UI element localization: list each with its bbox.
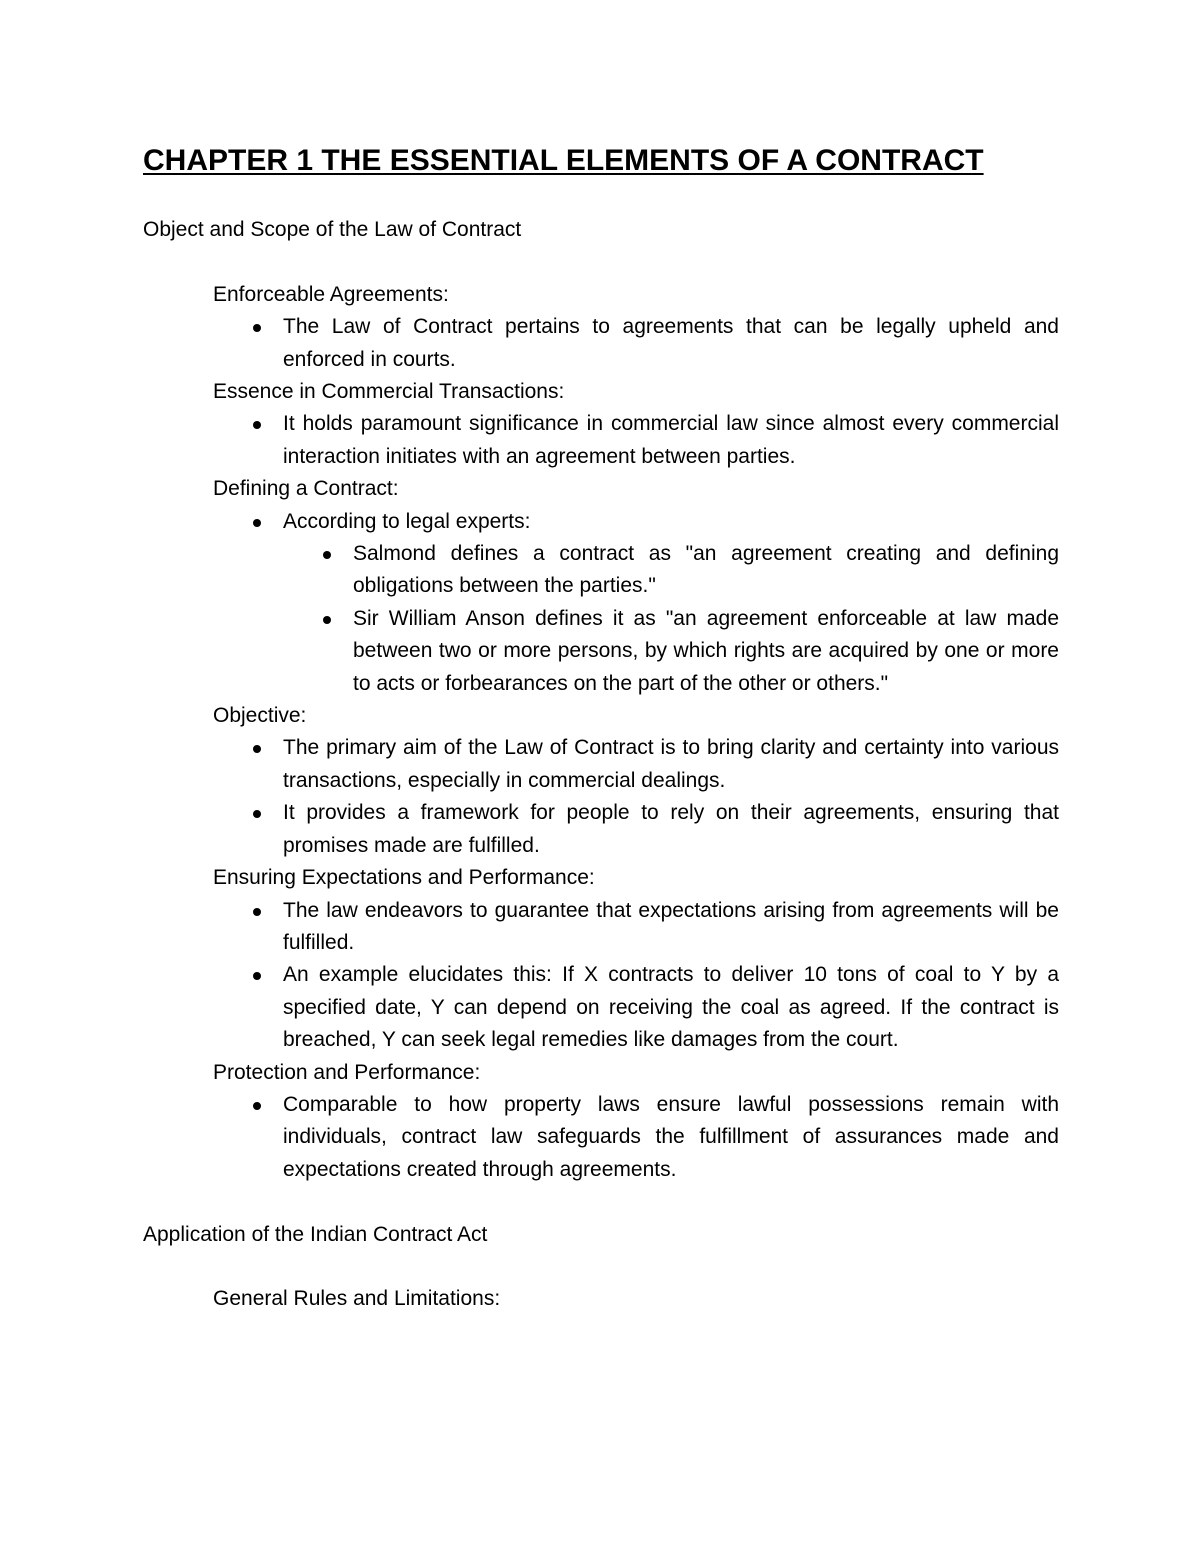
bullet-item: The Law of Contract pertains to agreements that can be legally upheld and enforced in courts.: [143, 311, 1059, 376]
sub-bullet-item: Sir William Anson defines it as "an agreement enforceable at law made between two or more persons, by which rights are acquired by one or more to acts or forbearances on the part of the other or others.": [143, 603, 1059, 700]
bullet-item: [143, 506, 1059, 700]
spacer: [143, 1251, 1059, 1283]
subsection-heading-objective: Objective:: [213, 704, 307, 728]
bullet-list: [143, 895, 1059, 1057]
bullet-item: The law endeavors to guarantee that expectations arising from agreements will be fulfilled.: [143, 895, 1059, 960]
subsection-heading-commercial-transactions: Essence in Commercial Transactions:: [213, 380, 565, 404]
bullet-list: [143, 732, 1059, 862]
bullet-item: The primary aim of the Law of Contract is to bring clarity and certainty into various transactions, especially in commercial dealings.: [143, 732, 1059, 797]
bullet-list: [143, 1089, 1059, 1186]
bullet-item: Comparable to how property laws ensure lawful possessions remain with individuals, contract law safeguards the fulfillment of assurances made and expectations created through agreements.: [143, 1089, 1059, 1186]
subsection-heading-enforceable-agreements: Enforceable Agreements:: [213, 282, 449, 306]
bullet-item: It holds paramount significance in commercial law since almost every commercial interaction initiates with an agreement between parties.: [143, 408, 1059, 473]
subsection-heading-expectations: Ensuring Expectations and Performance:: [213, 866, 595, 890]
chapter-title: CHAPTER 1 THE ESSENTIAL ELEMENTS OF A CONTRACT: [143, 144, 984, 177]
bullet-list: [143, 311, 1059, 376]
sub-bullet-list: [143, 538, 1059, 700]
section-heading-indian-contract-act: Application of the Indian Contract Act: [143, 1222, 488, 1246]
subsection-heading-defining-contract: Defining a Contract:: [213, 477, 399, 501]
bullet-list: [143, 506, 1059, 700]
sub-bullet-item: Salmond defines a contract as "an agreement creating and defining obligations between the parties.": [143, 538, 1059, 603]
bullet-item-text: According to legal experts:: [143, 506, 1059, 538]
document-body: [143, 214, 1059, 1316]
spacer: [143, 246, 1059, 278]
bullet-item: It provides a framework for people to rely on their agreements, ensuring that promises made are fulfilled.: [143, 797, 1059, 862]
subsection-heading-protection: Protection and Performance:: [213, 1060, 481, 1084]
spacer: [143, 1186, 1059, 1218]
bullet-item: An example elucidates this: If X contracts to deliver 10 tons of coal to Y by a specified date, Y can depend on receiving the coal as agreed. If the contract is breached, Y can seek legal remedies like damages from the court.: [143, 959, 1059, 1056]
bullet-list: [143, 408, 1059, 473]
subsection-heading-general-rules: General Rules and Limitations:: [213, 1287, 501, 1311]
section-heading-object-scope: Object and Scope of the Law of Contract: [143, 218, 522, 241]
